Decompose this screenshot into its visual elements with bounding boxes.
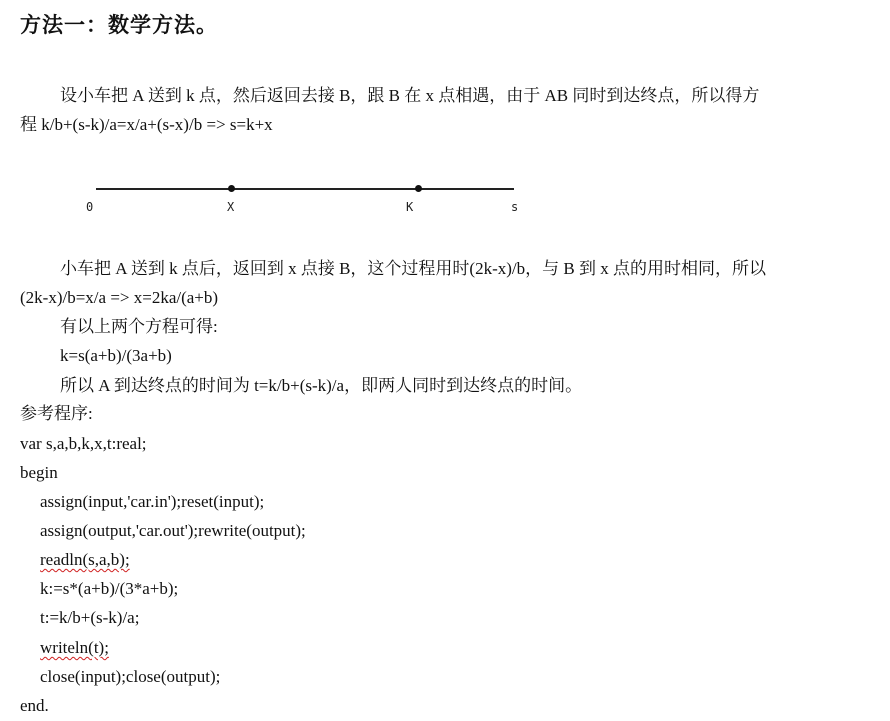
paragraph-1-line-2: 程 k/b+(s-k)/a=x/a+(s-x)/b => s=k+x xyxy=(20,115,273,134)
number-line-diagram xyxy=(80,178,530,223)
code-line-5-text: readln(s,a,b); xyxy=(40,550,130,569)
paragraph-2-line-1: 小车把 A 送到 k 点后，返回到 x 点接 B，这个过程用时(2k-x)/b，与 B 到 x 点的用时相同，所以 xyxy=(60,259,766,278)
label-origin: 0 xyxy=(86,200,94,214)
paragraph-2-line-2: (2k-x)/b=x/a => x=2ka/(a+b) xyxy=(20,288,219,307)
code-line-10: end. xyxy=(20,696,49,715)
code-line-8-text: writeln(t); xyxy=(40,638,109,657)
code-line-6: k:=s*(a+b)/(3*a+b); xyxy=(40,579,179,598)
point-k-marker xyxy=(415,185,422,192)
program-heading: 参考程序: xyxy=(20,404,93,423)
label-x: X xyxy=(227,200,235,214)
point-x-marker xyxy=(228,185,235,192)
number-line-axis xyxy=(96,188,514,190)
code-line-1: var s,a,b,k,x,t:real; xyxy=(20,434,147,453)
label-k: K xyxy=(406,200,414,214)
code-line-3: assign(input,'car.in');reset(input); xyxy=(40,492,265,511)
code-line-7: t:=k/b+(s-k)/a; xyxy=(40,608,140,627)
label-s: s xyxy=(511,200,519,214)
equation-k: k=s(a+b)/(3a+b) xyxy=(60,346,172,365)
paragraph-1-line-1: 设小车把 A 送到 k 点，然后返回去接 B，跟 B 在 x 点相遇，由于 AB 同时到达终点，所以得方 xyxy=(60,86,760,105)
code-line-8 xyxy=(40,638,109,658)
code-line-5 xyxy=(40,550,130,570)
code-line-9: close(input);close(output); xyxy=(40,667,221,686)
paragraph-4: 所以 A 到达终点的时间为 t=k/b+(s-k)/a，即两人同时到达终点的时间。 xyxy=(60,376,583,395)
code-line-4: assign(output,'car.out');rewrite(output); xyxy=(40,521,306,540)
section-title: 方法一：数学方法。 xyxy=(20,13,218,37)
paragraph-3: 有以上两个方程可得: xyxy=(60,317,218,336)
code-line-2: begin xyxy=(20,463,58,482)
